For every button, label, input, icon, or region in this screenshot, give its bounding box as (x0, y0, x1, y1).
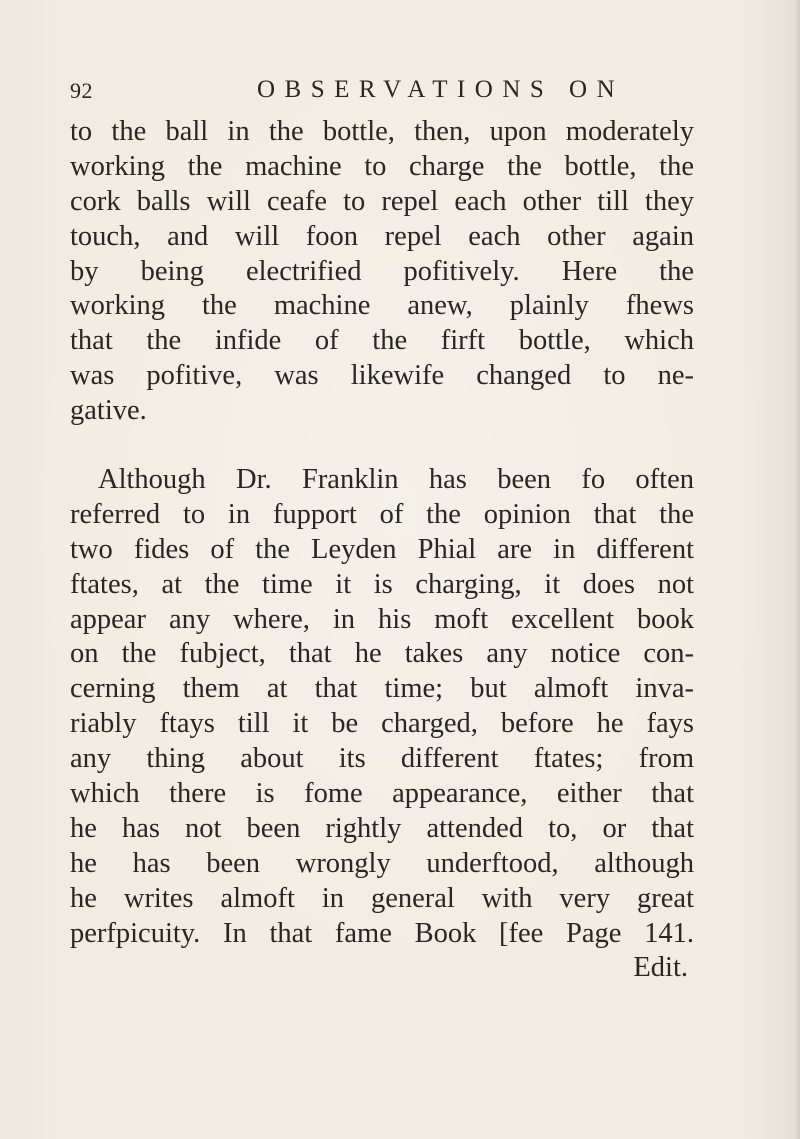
running-head: OBSERVATIONS ON (257, 76, 625, 103)
text-line: gative. (70, 395, 147, 427)
text-line: perfpicuity. In that fame Book [fee Page 141. (70, 917, 694, 949)
text-line: cerning them at that time; but almoft inva- (70, 673, 694, 705)
text-line: riably ftays till it be charged, before he fays (70, 708, 694, 740)
text-line: that the infide of the firft bottle, which (70, 325, 694, 357)
paragraph-1 (70, 115, 694, 429)
text-line: he has not been rightly attended to, or that (70, 812, 694, 844)
text-line: referred to in fupport of the opinion that the (70, 498, 694, 530)
text-line: was pofitive, was likewife changed to ne- (70, 360, 694, 392)
text-line: Although Dr. Franklin has been fo often (98, 464, 694, 496)
text-line: working the machine anew, plainly fhews (70, 290, 694, 322)
text-line: working the machine to charge the bottle, the (70, 150, 694, 182)
text-line: he writes almoft in general with very great (70, 882, 694, 914)
text-line: he has been wrongly underftood, although (70, 847, 694, 879)
text-line: touch, and will foon repel each other again (70, 220, 694, 252)
body-text (70, 115, 694, 986)
text-line: appear any where, in his moft excellent book (70, 603, 694, 635)
paragraph-2 (70, 463, 694, 986)
page-edge-shadow (794, 0, 800, 1139)
text-line: ftates, at the time it is charging, it does not (70, 568, 694, 600)
text-line: to the ball in the bottle, then, upon moderately (70, 116, 694, 147)
page-number: 92 (70, 78, 93, 103)
text-line: any thing about its different ftates; from (70, 743, 694, 775)
text-line: cork balls will ceafe to repel each other till they (70, 185, 694, 217)
text-line: by being electrified pofitively. Here the (70, 255, 694, 287)
text-line: which there is fome appearance, either that (70, 778, 694, 810)
text-line: two fides of the Leyden Phial are in different (70, 533, 694, 565)
catchword: Edit. (633, 952, 688, 984)
text-line: on the fubject, that he takes any notice con- (70, 638, 694, 670)
page-header (70, 72, 690, 112)
paragraph-spacer (70, 429, 694, 463)
